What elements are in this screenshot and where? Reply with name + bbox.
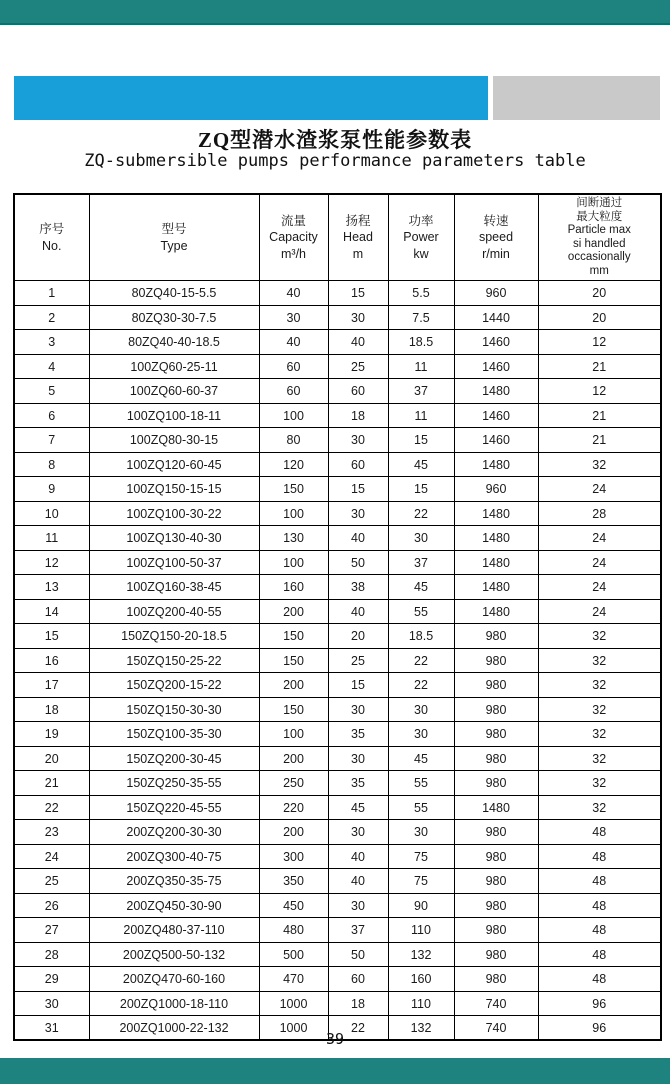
header-speed-en: speed bbox=[478, 230, 514, 245]
cell-power: 30 bbox=[388, 820, 454, 845]
cell-no: 17 bbox=[14, 673, 89, 698]
cell-head: 40 bbox=[328, 869, 388, 894]
cell-capacity: 300 bbox=[259, 844, 328, 869]
header-capacity-unit: m³/h bbox=[281, 246, 306, 261]
cell-head: 35 bbox=[328, 722, 388, 747]
cell-head: 18 bbox=[328, 403, 388, 428]
cell-type: 100ZQ150-15-15 bbox=[89, 477, 259, 502]
cell-head: 50 bbox=[328, 550, 388, 575]
table-row bbox=[14, 648, 661, 673]
cell-capacity: 120 bbox=[259, 452, 328, 477]
cell-no: 31 bbox=[14, 1016, 89, 1041]
cell-particle: 24 bbox=[538, 575, 661, 600]
table-row bbox=[14, 820, 661, 845]
cell-particle: 24 bbox=[538, 526, 661, 551]
cell-no: 19 bbox=[14, 722, 89, 747]
cell-capacity: 30 bbox=[259, 305, 328, 330]
cell-no: 22 bbox=[14, 795, 89, 820]
cell-particle: 32 bbox=[538, 624, 661, 649]
cell-no: 3 bbox=[14, 330, 89, 355]
cell-power: 110 bbox=[388, 991, 454, 1016]
cell-particle: 48 bbox=[538, 820, 661, 845]
cell-no: 9 bbox=[14, 477, 89, 502]
cell-particle: 12 bbox=[538, 379, 661, 404]
cell-no: 26 bbox=[14, 893, 89, 918]
cell-particle: 96 bbox=[538, 1016, 661, 1041]
cell-no: 5 bbox=[14, 379, 89, 404]
cell-head: 60 bbox=[328, 452, 388, 477]
table-row bbox=[14, 967, 661, 992]
cell-type: 80ZQ30-30-7.5 bbox=[89, 305, 259, 330]
table-row bbox=[14, 428, 661, 453]
header-speed-unit: r/min bbox=[482, 246, 510, 261]
cell-type: 100ZQ60-60-37 bbox=[89, 379, 259, 404]
cell-capacity: 1000 bbox=[259, 991, 328, 1016]
cell-particle: 32 bbox=[538, 771, 661, 796]
cell-particle: 48 bbox=[538, 967, 661, 992]
cell-type: 200ZQ480-37-110 bbox=[89, 918, 259, 943]
cell-power: 7.5 bbox=[388, 305, 454, 330]
cell-particle: 32 bbox=[538, 452, 661, 477]
cell-particle: 24 bbox=[538, 550, 661, 575]
cell-no: 16 bbox=[14, 648, 89, 673]
column-header-speed bbox=[454, 194, 538, 281]
cell-no: 12 bbox=[14, 550, 89, 575]
cell-capacity: 60 bbox=[259, 379, 328, 404]
cell-particle: 32 bbox=[538, 722, 661, 747]
header-head-zh: 扬程 bbox=[345, 213, 371, 228]
cell-power: 15 bbox=[388, 428, 454, 453]
cell-no: 20 bbox=[14, 746, 89, 771]
cell-head: 60 bbox=[328, 379, 388, 404]
cell-type: 100ZQ100-18-11 bbox=[89, 403, 259, 428]
cell-capacity: 220 bbox=[259, 795, 328, 820]
cell-particle: 20 bbox=[538, 281, 661, 306]
cell-no: 24 bbox=[14, 844, 89, 869]
cell-power: 132 bbox=[388, 1016, 454, 1041]
cell-type: 80ZQ40-15-5.5 bbox=[89, 281, 259, 306]
cell-power: 55 bbox=[388, 771, 454, 796]
header-type-zh: 型号 bbox=[161, 222, 187, 237]
cell-capacity: 130 bbox=[259, 526, 328, 551]
cell-no: 30 bbox=[14, 991, 89, 1016]
cell-speed: 980 bbox=[454, 918, 538, 943]
cell-power: 11 bbox=[388, 403, 454, 428]
cell-capacity: 200 bbox=[259, 820, 328, 845]
table-row bbox=[14, 501, 661, 526]
cell-speed: 1480 bbox=[454, 550, 538, 575]
cell-no: 27 bbox=[14, 918, 89, 943]
cell-capacity: 1000 bbox=[259, 1016, 328, 1041]
cell-speed: 1480 bbox=[454, 599, 538, 624]
table-row bbox=[14, 281, 661, 306]
cell-speed: 980 bbox=[454, 844, 538, 869]
cell-type: 100ZQ60-25-11 bbox=[89, 354, 259, 379]
cell-power: 55 bbox=[388, 795, 454, 820]
column-header-type bbox=[89, 194, 259, 281]
cell-type: 200ZQ1000-22-132 bbox=[89, 1016, 259, 1041]
header-head-unit: m bbox=[352, 246, 364, 261]
cell-capacity: 150 bbox=[259, 648, 328, 673]
header-particle-en3: occasionally bbox=[567, 251, 631, 264]
cell-capacity: 470 bbox=[259, 967, 328, 992]
cell-power: 22 bbox=[388, 648, 454, 673]
gray-banner bbox=[493, 76, 660, 120]
table-row bbox=[14, 746, 661, 771]
cell-capacity: 150 bbox=[259, 697, 328, 722]
table-row bbox=[14, 869, 661, 894]
header-capacity-en: Capacity bbox=[269, 230, 318, 245]
cell-power: 90 bbox=[388, 893, 454, 918]
cell-no: 28 bbox=[14, 942, 89, 967]
header-speed-zh: 转速 bbox=[483, 213, 509, 228]
cell-particle: 32 bbox=[538, 648, 661, 673]
cell-power: 18.5 bbox=[388, 624, 454, 649]
cell-type: 200ZQ350-35-75 bbox=[89, 869, 259, 894]
cell-type: 100ZQ120-60-45 bbox=[89, 452, 259, 477]
table-row bbox=[14, 452, 661, 477]
cell-no: 8 bbox=[14, 452, 89, 477]
cell-particle: 21 bbox=[538, 403, 661, 428]
cell-particle: 20 bbox=[538, 305, 661, 330]
table-row bbox=[14, 305, 661, 330]
cell-no: 14 bbox=[14, 599, 89, 624]
header-no-zh: 序号 bbox=[39, 222, 65, 237]
cell-particle: 32 bbox=[538, 673, 661, 698]
cell-speed: 1480 bbox=[454, 526, 538, 551]
cell-speed: 1440 bbox=[454, 305, 538, 330]
cell-power: 5.5 bbox=[388, 281, 454, 306]
cell-power: 37 bbox=[388, 550, 454, 575]
blue-banner bbox=[14, 76, 488, 120]
cell-particle: 21 bbox=[538, 354, 661, 379]
cell-power: 18.5 bbox=[388, 330, 454, 355]
table-row bbox=[14, 575, 661, 600]
cell-no: 2 bbox=[14, 305, 89, 330]
header-head-en: Head bbox=[343, 230, 373, 245]
column-header-capacity bbox=[259, 194, 328, 281]
cell-head: 22 bbox=[328, 1016, 388, 1041]
cell-speed: 980 bbox=[454, 648, 538, 673]
cell-head: 30 bbox=[328, 305, 388, 330]
page-title-zh: ZQ型潜水渣浆泵性能参数表 bbox=[197, 128, 473, 152]
table-row bbox=[14, 526, 661, 551]
cell-power: 110 bbox=[388, 918, 454, 943]
cell-speed: 980 bbox=[454, 673, 538, 698]
cell-capacity: 100 bbox=[259, 550, 328, 575]
cell-no: 4 bbox=[14, 354, 89, 379]
cell-speed: 1460 bbox=[454, 428, 538, 453]
table-row bbox=[14, 942, 661, 967]
header-row bbox=[14, 194, 661, 281]
table-row bbox=[14, 477, 661, 502]
cell-capacity: 250 bbox=[259, 771, 328, 796]
header-capacity-zh: 流量 bbox=[280, 213, 306, 228]
cell-power: 30 bbox=[388, 697, 454, 722]
cell-capacity: 100 bbox=[259, 722, 328, 747]
header-power-unit: kw bbox=[413, 246, 429, 261]
cell-particle: 48 bbox=[538, 942, 661, 967]
cell-speed: 980 bbox=[454, 697, 538, 722]
cell-type: 100ZQ100-30-22 bbox=[89, 501, 259, 526]
table-row bbox=[14, 624, 661, 649]
cell-type: 100ZQ160-38-45 bbox=[89, 575, 259, 600]
cell-speed: 960 bbox=[454, 477, 538, 502]
cell-speed: 980 bbox=[454, 967, 538, 992]
cell-capacity: 100 bbox=[259, 501, 328, 526]
cell-no: 23 bbox=[14, 820, 89, 845]
table-row bbox=[14, 771, 661, 796]
cell-capacity: 500 bbox=[259, 942, 328, 967]
table-row bbox=[14, 673, 661, 698]
cell-power: 11 bbox=[388, 354, 454, 379]
cell-type: 100ZQ100-50-37 bbox=[89, 550, 259, 575]
cell-speed: 980 bbox=[454, 746, 538, 771]
cell-capacity: 200 bbox=[259, 599, 328, 624]
cell-capacity: 60 bbox=[259, 354, 328, 379]
table-row bbox=[14, 379, 661, 404]
table-row bbox=[14, 844, 661, 869]
cell-head: 60 bbox=[328, 967, 388, 992]
cell-no: 7 bbox=[14, 428, 89, 453]
cell-capacity: 160 bbox=[259, 575, 328, 600]
cell-head: 20 bbox=[328, 624, 388, 649]
cell-particle: 12 bbox=[538, 330, 661, 355]
cell-speed: 1460 bbox=[454, 403, 538, 428]
cell-capacity: 480 bbox=[259, 918, 328, 943]
cell-no: 13 bbox=[14, 575, 89, 600]
header-particle-zh: 间断通过 bbox=[576, 197, 623, 209]
table-row bbox=[14, 918, 661, 943]
cell-capacity: 450 bbox=[259, 893, 328, 918]
top-bar bbox=[0, 0, 670, 25]
cell-no: 6 bbox=[14, 403, 89, 428]
cell-head: 30 bbox=[328, 501, 388, 526]
cell-head: 35 bbox=[328, 771, 388, 796]
page-title-en: ZQ-submersible pumps performance parameters table bbox=[84, 151, 586, 171]
cell-speed: 980 bbox=[454, 942, 538, 967]
header-particle-en2: si handled bbox=[573, 237, 626, 250]
column-header-particle bbox=[538, 194, 661, 281]
table-row bbox=[14, 403, 661, 428]
header-type-en: Type bbox=[160, 238, 188, 253]
cell-type: 200ZQ200-30-30 bbox=[89, 820, 259, 845]
cell-speed: 960 bbox=[454, 281, 538, 306]
cell-type: 150ZQ150-20-18.5 bbox=[89, 624, 259, 649]
cell-speed: 980 bbox=[454, 722, 538, 747]
cell-speed: 1480 bbox=[454, 501, 538, 526]
header-power-en: Power bbox=[403, 230, 439, 245]
cell-speed: 980 bbox=[454, 771, 538, 796]
cell-head: 37 bbox=[328, 918, 388, 943]
page-number: 39 bbox=[325, 1030, 345, 1048]
cell-no: 18 bbox=[14, 697, 89, 722]
cell-particle: 48 bbox=[538, 893, 661, 918]
cell-speed: 980 bbox=[454, 820, 538, 845]
cell-particle: 32 bbox=[538, 746, 661, 771]
cell-particle: 48 bbox=[538, 918, 661, 943]
cell-type: 150ZQ200-30-45 bbox=[89, 746, 259, 771]
cell-head: 30 bbox=[328, 746, 388, 771]
cell-capacity: 150 bbox=[259, 624, 328, 649]
cell-head: 25 bbox=[328, 648, 388, 673]
cell-head: 30 bbox=[328, 893, 388, 918]
header-particle-unit: mm bbox=[589, 264, 609, 277]
table-row bbox=[14, 795, 661, 820]
cell-no: 29 bbox=[14, 967, 89, 992]
cell-head: 30 bbox=[328, 428, 388, 453]
cell-type: 200ZQ500-50-132 bbox=[89, 942, 259, 967]
cell-speed: 740 bbox=[454, 1016, 538, 1041]
cell-speed: 1460 bbox=[454, 354, 538, 379]
cell-particle: 32 bbox=[538, 697, 661, 722]
header-no-en: No. bbox=[42, 238, 62, 253]
cell-power: 30 bbox=[388, 722, 454, 747]
cell-power: 132 bbox=[388, 942, 454, 967]
header-particle-zh2: 最大粒度 bbox=[576, 210, 623, 223]
cell-power: 22 bbox=[388, 673, 454, 698]
cell-particle: 48 bbox=[538, 869, 661, 894]
cell-capacity: 100 bbox=[259, 403, 328, 428]
cell-power: 15 bbox=[388, 477, 454, 502]
cell-particle: 48 bbox=[538, 844, 661, 869]
cell-no: 11 bbox=[14, 526, 89, 551]
cell-power: 30 bbox=[388, 526, 454, 551]
cell-particle: 32 bbox=[538, 795, 661, 820]
cell-no: 10 bbox=[14, 501, 89, 526]
table-row bbox=[14, 550, 661, 575]
cell-speed: 1480 bbox=[454, 452, 538, 477]
table-row bbox=[14, 722, 661, 747]
cell-head: 40 bbox=[328, 599, 388, 624]
cell-no: 1 bbox=[14, 281, 89, 306]
cell-head: 50 bbox=[328, 942, 388, 967]
cell-power: 75 bbox=[388, 869, 454, 894]
cell-type: 100ZQ80-30-15 bbox=[89, 428, 259, 453]
cell-power: 45 bbox=[388, 575, 454, 600]
cell-capacity: 150 bbox=[259, 477, 328, 502]
table-row bbox=[14, 697, 661, 722]
cell-power: 55 bbox=[388, 599, 454, 624]
cell-type: 150ZQ220-45-55 bbox=[89, 795, 259, 820]
cell-power: 45 bbox=[388, 746, 454, 771]
table-row bbox=[14, 893, 661, 918]
column-header-head bbox=[328, 194, 388, 281]
cell-capacity: 40 bbox=[259, 281, 328, 306]
cell-type: 150ZQ200-15-22 bbox=[89, 673, 259, 698]
column-header-power bbox=[388, 194, 454, 281]
cell-type: 150ZQ250-35-55 bbox=[89, 771, 259, 796]
table-row bbox=[14, 991, 661, 1016]
cell-no: 25 bbox=[14, 869, 89, 894]
cell-particle: 21 bbox=[538, 428, 661, 453]
cell-particle: 24 bbox=[538, 599, 661, 624]
header-power-zh: 功率 bbox=[408, 213, 434, 228]
cell-speed: 1460 bbox=[454, 330, 538, 355]
cell-head: 25 bbox=[328, 354, 388, 379]
cell-power: 22 bbox=[388, 501, 454, 526]
cell-head: 15 bbox=[328, 673, 388, 698]
cell-type: 200ZQ470-60-160 bbox=[89, 967, 259, 992]
cell-head: 30 bbox=[328, 697, 388, 722]
cell-speed: 980 bbox=[454, 624, 538, 649]
cell-type: 100ZQ130-40-30 bbox=[89, 526, 259, 551]
cell-head: 30 bbox=[328, 820, 388, 845]
cell-speed: 1480 bbox=[454, 379, 538, 404]
cell-head: 15 bbox=[328, 477, 388, 502]
cell-capacity: 350 bbox=[259, 869, 328, 894]
cell-head: 38 bbox=[328, 575, 388, 600]
cell-type: 150ZQ150-30-30 bbox=[89, 697, 259, 722]
cell-power: 160 bbox=[388, 967, 454, 992]
table-row bbox=[14, 354, 661, 379]
cell-type: 80ZQ40-40-18.5 bbox=[89, 330, 259, 355]
cell-type: 150ZQ100-35-30 bbox=[89, 722, 259, 747]
cell-particle: 28 bbox=[538, 501, 661, 526]
cell-head: 45 bbox=[328, 795, 388, 820]
cell-power: 37 bbox=[388, 379, 454, 404]
cell-no: 21 bbox=[14, 771, 89, 796]
cell-power: 75 bbox=[388, 844, 454, 869]
cell-type: 150ZQ150-25-22 bbox=[89, 648, 259, 673]
cell-particle: 24 bbox=[538, 477, 661, 502]
parameters-table bbox=[13, 193, 662, 1041]
cell-head: 15 bbox=[328, 281, 388, 306]
cell-capacity: 200 bbox=[259, 746, 328, 771]
cell-head: 40 bbox=[328, 526, 388, 551]
cell-type: 200ZQ300-40-75 bbox=[89, 844, 259, 869]
cell-capacity: 200 bbox=[259, 673, 328, 698]
column-header-no bbox=[14, 194, 89, 281]
cell-type: 100ZQ200-40-55 bbox=[89, 599, 259, 624]
cell-capacity: 80 bbox=[259, 428, 328, 453]
cell-speed: 740 bbox=[454, 991, 538, 1016]
cell-head: 40 bbox=[328, 844, 388, 869]
cell-head: 40 bbox=[328, 330, 388, 355]
cell-type: 200ZQ450-30-90 bbox=[89, 893, 259, 918]
cell-head: 18 bbox=[328, 991, 388, 1016]
header-particle-en: Particle max bbox=[567, 224, 631, 237]
footer-bar bbox=[0, 1058, 670, 1084]
cell-power: 45 bbox=[388, 452, 454, 477]
table-row bbox=[14, 599, 661, 624]
cell-particle: 96 bbox=[538, 991, 661, 1016]
table-row bbox=[14, 330, 661, 355]
cell-speed: 1480 bbox=[454, 795, 538, 820]
cell-speed: 980 bbox=[454, 869, 538, 894]
cell-no: 15 bbox=[14, 624, 89, 649]
cell-type: 200ZQ1000-18-110 bbox=[89, 991, 259, 1016]
cell-speed: 1480 bbox=[454, 575, 538, 600]
cell-speed: 980 bbox=[454, 893, 538, 918]
cell-capacity: 40 bbox=[259, 330, 328, 355]
